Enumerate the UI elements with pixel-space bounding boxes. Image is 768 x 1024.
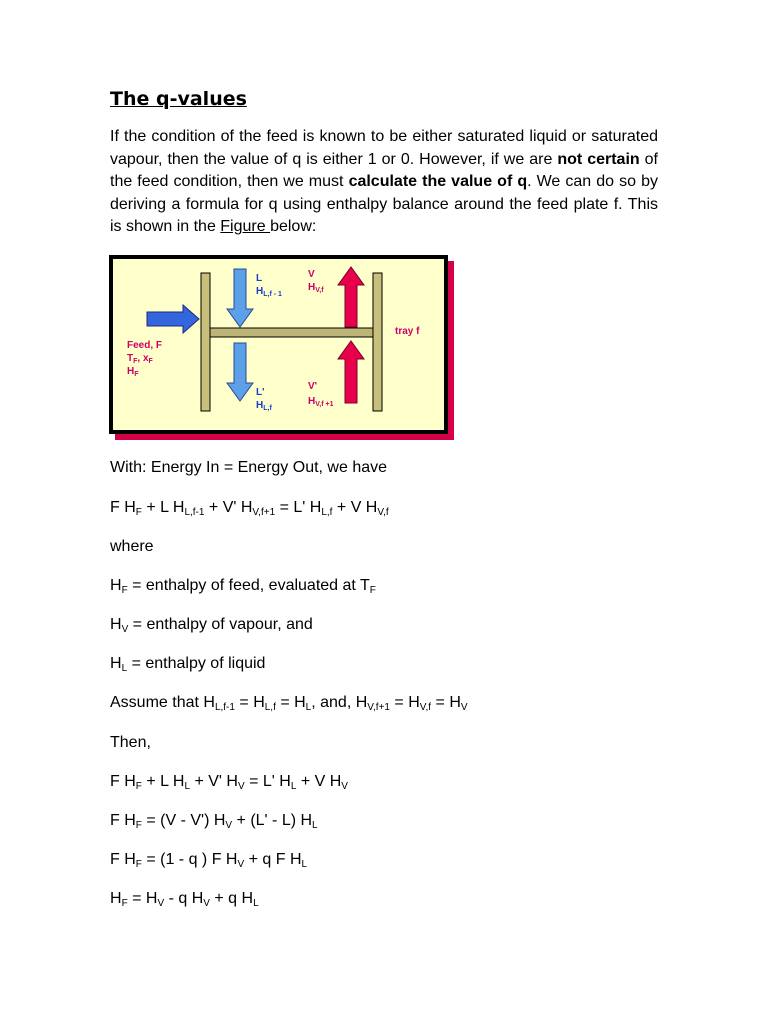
v-top-enthalpy: $H_{V,f}$ [308,282,324,294]
feed-label-line3: $H_F$ [127,366,139,378]
para-text-4: below: [270,218,317,235]
l-top-enthalpy: $H_{L,f - 1}$ [256,286,282,298]
hl-definition: $H_L$ = enthalpy of liquid [110,655,266,674]
where-line: where [110,538,154,555]
balance-equation: F $H_F + L$ $H_{L,f-1} + V'$ $H_{V,f+1} = L'$ $H_{L,f} + V$ $H_{V,f}$ [110,499,389,518]
hv-definition: $H_V$ = enthalpy of vapour, and [110,616,313,635]
intro-paragraph [110,126,658,239]
tray-plate [210,328,373,337]
v-bottom-label: V' [308,381,318,392]
feed-label-line1: Feed, F [127,340,163,351]
equation-3: F $H_F = (1 - q$ ) F $H_V + q$ F $H_L$ [110,851,308,870]
feed-plate-figure [109,255,454,440]
left-wall [201,273,210,411]
hf-definition: $H_F$ = enthalpy of feed, evaluated at $T_F$ [110,577,376,596]
equation-2: F $H_F = (V - V') H_V + (L' - L)$ $H_L$ [110,812,318,831]
tray-label: tray f [395,326,420,337]
l-bottom-label: L' [256,387,265,398]
equation-4: $H_F = H_V - q$ $H_V + q$ $H_L$ [110,890,259,909]
right-wall [373,273,382,411]
v-top-label: V [308,269,315,280]
then-line: Then, [110,734,151,751]
page-title: The q-values [110,88,247,110]
feed-label-line2: $T_F$, $x_F$ [127,353,153,365]
para-text-1: If the condition of the feed is known to be either saturated liquid or saturated vapour, then the value of q is either 1 or 0. However, if we are [110,128,658,168]
para-text-2: of the feed condition, then we must [110,150,658,190]
assumption-line: Assume that $H_{L,f-1} = H_{L,f} = H_L$, and, $H_{V,f+1} = H_{V,f} = H_V$ [110,694,468,713]
equation-1: F $H_F + L$ $H_L + V'$ $H_V = L'$ $H_L + V$ $H_V$ [110,773,348,792]
energy-line: With: Energy In = Energy Out, we have [110,459,388,476]
figure-background [113,259,444,430]
para-text-3: . We can do so by deriving a formula for q using enthalpy balance around the feed plate f. This is shown in the [110,173,658,235]
para-bold-2: calculate the value of q [348,173,528,190]
para-bold-1: not certain [557,150,640,168]
figure-link[interactable]: Figure [220,218,271,235]
l-top-label: L [256,273,263,284]
l-bottom-enthalpy: $H_{L,f}$ [256,400,272,412]
v-bottom-enthalpy: $H_{V,f +1}$ [308,396,334,408]
